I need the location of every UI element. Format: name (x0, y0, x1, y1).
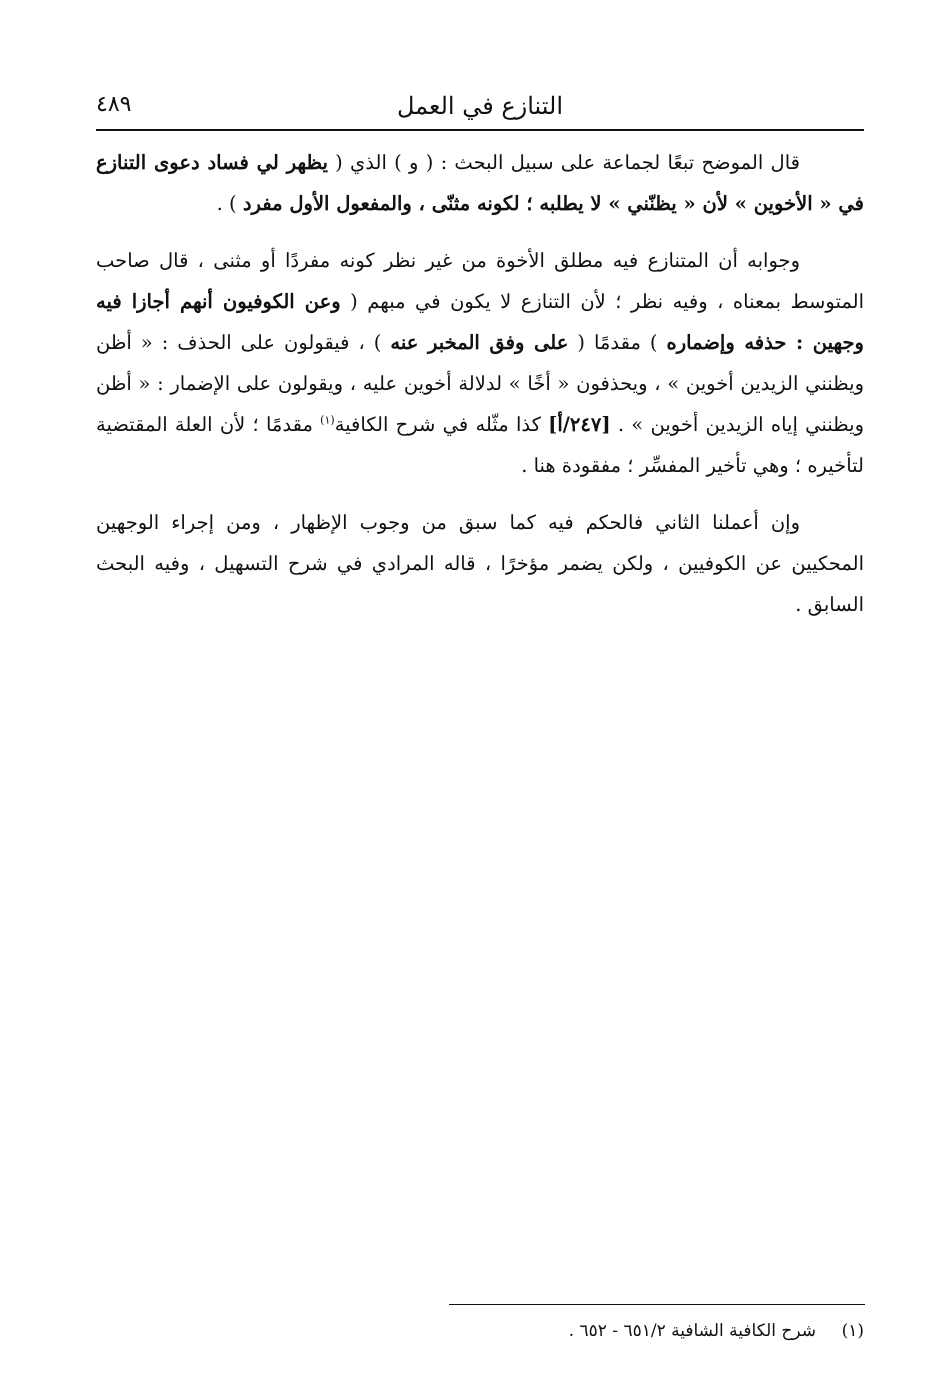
bold-text-segment: يظهر لي فساد دعوى التنازع في « الأخوين » لأن « يظنّني » لا يطلبه ؛ لكونه مثنّى ، والمفعول الأول مفرد (96, 151, 864, 215)
paragraph-2 (96, 240, 864, 486)
footnote (380, 1318, 864, 1344)
page-number: ٤٨٩ (96, 92, 132, 117)
bold-text-segment: على وفق المخبر عنه (390, 331, 569, 354)
footnote-rule (449, 1304, 865, 1305)
header-rule (96, 129, 864, 131)
paragraph-1 (96, 142, 864, 224)
text-segment: وإن أعملنا الثاني فالحكم فيه كما سبق من وجوب الإظهار ، ومن إجراء الوجهين المحكيين عن الكوفيين ، ولكن يضمر مؤخرًا ، قاله المرادي في شرح التسهيل ، وفيه البحث السابق . (96, 511, 864, 616)
text-segment: كذا مثّله في شرح الكافية (334, 413, 549, 436)
page-header (96, 86, 864, 128)
running-title: التنازع في العمل (396, 92, 564, 120)
text-segment: ) مقدمًا ( (568, 331, 667, 354)
text-segment: مقدمًا ؛ لأن العلة المقتضية لتأخيره ؛ وهي تأخير المفسِّر ؛ مفقودة هنا . (96, 413, 864, 477)
footnote-text: شرح الكافية الشافية ٦٥١/٢ - ٦٥٢ . (568, 1321, 816, 1341)
text-segment: قال الموضح تبعًا لجماعة على سبيل البحث : ( و ) الذي ( (327, 151, 800, 174)
footnote-marker: (١) (841, 1321, 864, 1341)
text-segment: ) . (216, 192, 243, 215)
bold-text-segment: وعن الكوفيون أنهم أجازا فيه وجهين : حذفه وإضماره (96, 290, 864, 354)
text-segment: وجوابه أن المتنازع فيه مطلق الأخوة من غير نظر كونه مفردًا أو مثنى ، قال صاحب المتوسط بمعناه ، وفيه نظر ؛ لأن التنازع لا يكون في مبهم ( (96, 249, 864, 313)
paragraph-3 (96, 502, 864, 625)
footnote-reference[interactable]: (١) (320, 413, 335, 427)
body-text (96, 142, 864, 625)
text-segment: ) ، فيقولون على الحذف : « أظن ويظنني الزيدين أخوين » ، ويحذفون « أخًا » لدلالة أخوين عليه ، ويقولون على الإضمار : « أظن ويظنني إياه الزيدين أخوين » . (96, 331, 864, 436)
manuscript-folio-reference: [٢٤٧/أ] (548, 413, 611, 436)
